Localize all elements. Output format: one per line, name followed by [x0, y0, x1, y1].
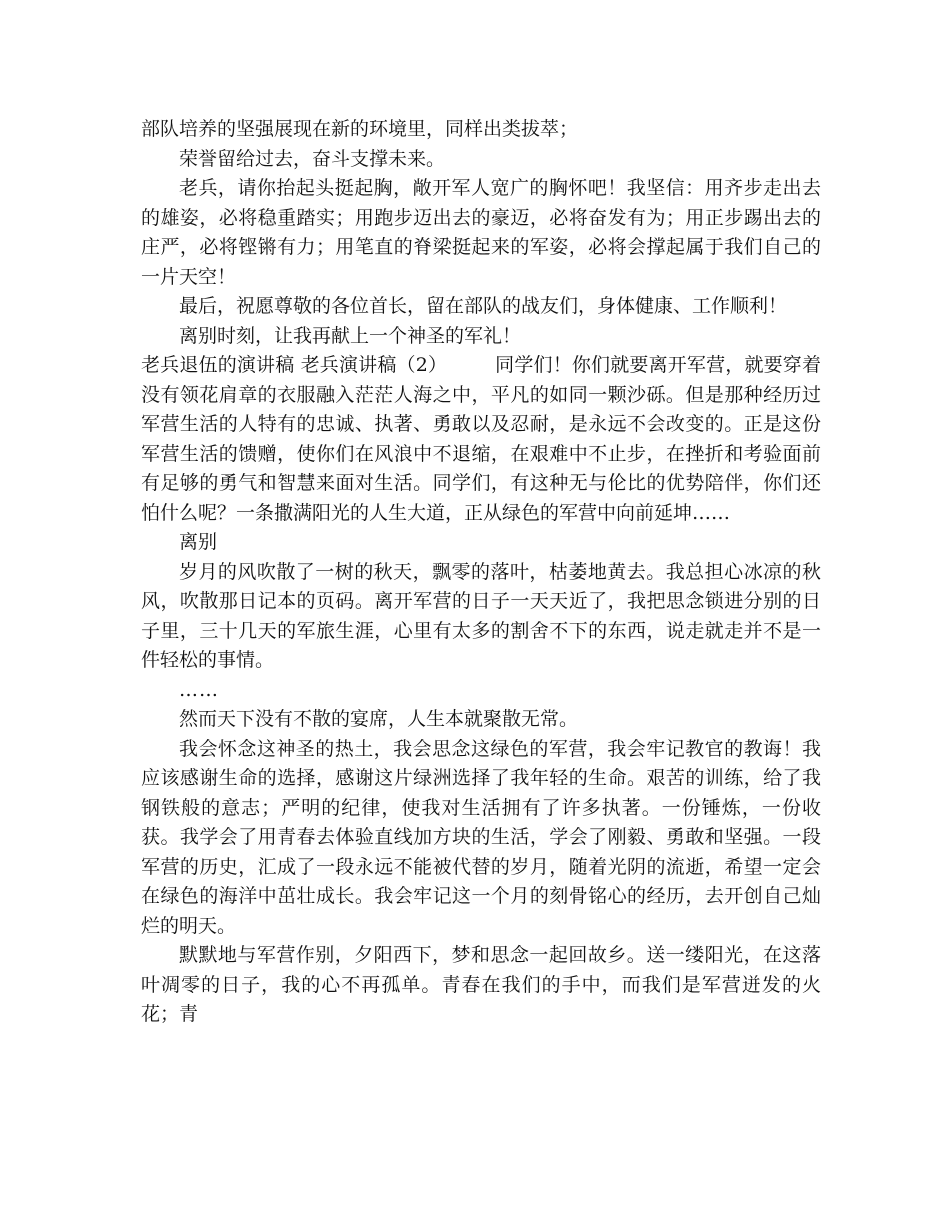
section-heading-paragraph: 老兵退伍的演讲稿 老兵演讲稿（2） 同学们！你们就要离开军营，就要穿着没有领花肩章的衣服融入茫茫人海之中，平凡的如同一颗沙砾。但是那种经历过军营生活的人特有的忠诚、执著、勇敢以及忍耐，是永远不会改变的。正是这份军营生活的馈赠，使你们在风浪中不退缩，在艰难中不止步，在挫折和考验面前有足够的勇气和智慧来面对生活。同学们，有这种无与伦比的优势陪伴，你们还怕什么呢？一条撒满阳光的人生大道，正从绿色的军营中向前延坤…… [141, 354, 821, 524]
paragraph-9: 然而天下没有不散的宴席，人生本就聚散无常。 [179, 708, 579, 730]
subheading-farewell: 离别 [179, 531, 218, 553]
document-body [141, 115, 821, 1030]
ellipsis-line: …… [179, 678, 219, 701]
paragraph-2: 荣誉留给过去，奋斗支撑未来。 [179, 147, 446, 170]
paragraph-3: 老兵，请你抬起头挺起胸，敞开军人宽广的胸怀吧！我坚信：用齐步走出去的雄姿，必将稳重踏实；用跑步迈出去的豪迈，必将奋发有为；用正步踢出去的庄严，必将铿锵有力；用笔直的脊梁挺起来的军姿，必将会撑起属于我们自己的一片天空！ [141, 177, 821, 288]
paragraph-10: 我会怀念这神圣的热土，我会思念这绿色的军营，我会牢记教官的教诲！我应该感谢生命的选择，感谢这片绿洲选择了我年轻的生命。艰苦的训练，给了我钢铁般的意志；严明的纪律，使我对生活拥有了许多执著。一份锤炼，一份收获。我学会了用青春去体验直线加方块的生活，学会了刚毅、勇敢和坚强。一段军营的历史，汇成了一段永远不能被代替的岁月，随着光阴的流逝，希望一定会在绿色的海洋中茁壮成长。我会牢记这一个月的刻骨铭心的经历，去开创自己灿烂的明天。 [141, 737, 821, 937]
paragraph-5: 离别时刻，让我再献上一个神圣的军礼！ [179, 324, 522, 347]
paragraph-11: 默默地与军营作别，夕阳西下，梦和思念一起回故乡。送一缕阳光，在这落叶凋零的日子，我的心不再孤单。青春在我们的手中，而我们是军营迸发的火花；青 [141, 944, 821, 1025]
paragraph-4: 最后，祝愿尊敬的各位首长，留在部队的战友们，身体健康、工作顺利！ [179, 295, 788, 317]
paragraph-7: 岁月的风吹散了一树的秋天，飘零的落叶，枯萎地黄去。我总担心冰凉的秋风，吹散那日记本的页码。离开军营的日子一天天近了，我把思念锁进分别的日子里，三十几天的军旅生涯，心里有太多的割舍不下的东西，说走就走并不是一件轻松的事情。 [141, 560, 821, 671]
paragraph-1: 部队培养的坚强展现在新的环境里，同样出类拔萃； [141, 118, 579, 140]
